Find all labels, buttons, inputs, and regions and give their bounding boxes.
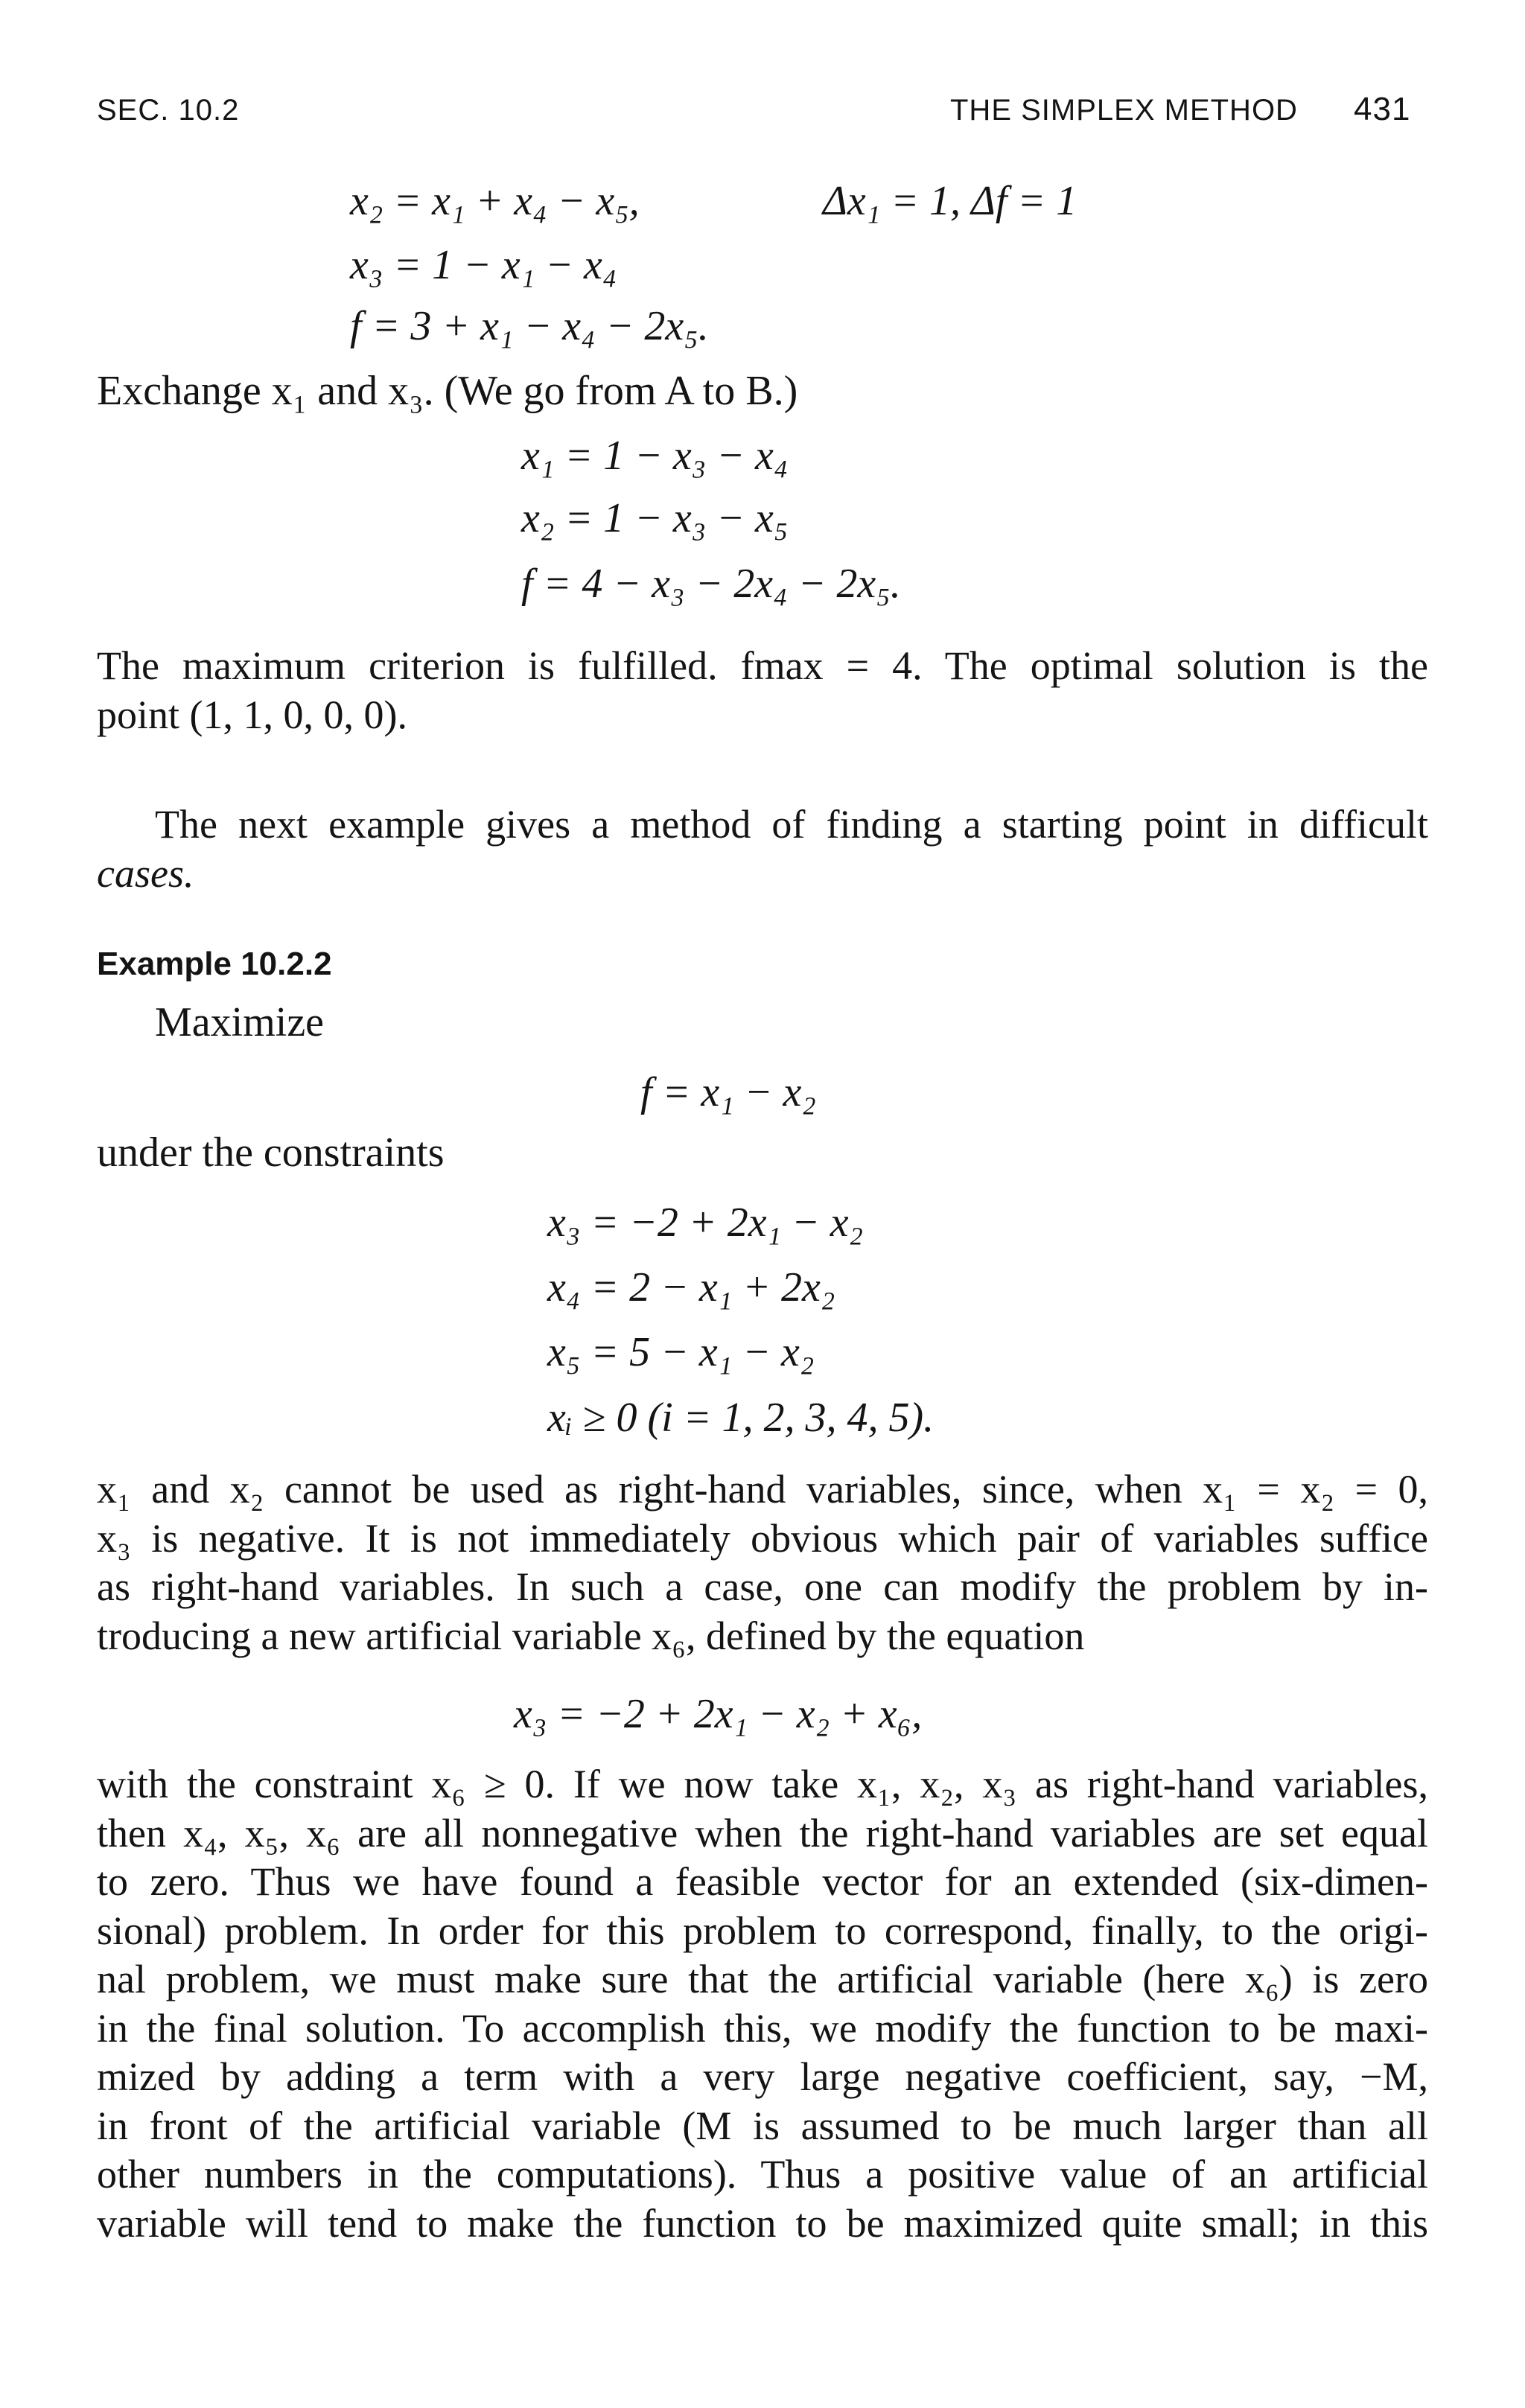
next-example-line-1: The next example gives a method of finding a starting point in difficult [155,802,1428,847]
p2-line-5: nal problem, we must make sure that the artificial variable (here x₆) is zero [97,1957,1428,2001]
maximize-label: Maximize [155,999,325,1045]
p1-line-4: troducing a new artificial variable x₆, defined by the equation [97,1613,1085,1658]
page-number: 431 [1354,91,1411,127]
p2-line-9: other numbers in the computations). Thus a positive value of an artificial [97,2152,1428,2197]
running-title: THE SIMPLEX METHOD [950,94,1298,127]
p2-line-7: mized by adding a term with a very large negative coefficient, say, −M, [97,2054,1428,2099]
constraint-nonneg: xᵢ ≥ 0 (i = 1, 2, 3, 4, 5). [547,1395,935,1441]
constraint-x4: x₄ = 2 − x₁ + 2x₂ [547,1264,835,1310]
constraint-x3: x₃ = −2 + 2x₁ − x₂ [547,1200,864,1246]
p2-line-6: in the final solution. To accomplish this, we modify the function to be maxi- [97,2005,1428,2051]
equation-f-new: f = 4 − x₃ − 2x₄ − 2x₅. [521,561,901,607]
constraint-x5: x₅ = 5 − x₁ − x₂ [547,1329,815,1375]
next-example-paragraph [97,800,1428,898]
exchange-sentence: Exchange x₁ and x₃. (We go from A to B.) [97,368,798,414]
optimal-line-2: point (1, 1, 0, 0, 0). [97,692,407,737]
example-heading: Example 10.2.2 [97,946,332,982]
explanation-paragraph-1 [97,1465,1428,1660]
p2-line-4: sional) problem. In order for this problem to correspond, finally, to the origi- [97,1908,1428,1953]
optimal-line-1: The maximum criterion is fulfilled. fmax = 4. The optimal solution is the [97,643,1428,688]
equation-delta: Δx₁ = 1, Δf = 1 [823,178,1077,224]
constraints-label: under the constraints [97,1130,445,1176]
explanation-paragraph-2 [97,1760,1428,2248]
artificial-equation: x₃ = −2 + 2x₁ − x₂ + x₆, [514,1691,923,1737]
p1-line-1: x₁ and x₂ cannot be used as right-hand variables, since, when x₁ = x₂ = 0, [97,1467,1428,1512]
optimal-paragraph [97,642,1428,739]
p2-line-3: to zero. Thus we have found a feasible vector for an extended (six-dimen- [97,1859,1428,1904]
objective-function: f = x₁ − x₂ [640,1069,816,1115]
p2-line-2: then x₄, x₅, x₆ are all nonnegative when the right-hand variables are set equal [97,1810,1428,1856]
p2-line-8: in front of the artificial variable (M is assumed to be much larger than all [97,2103,1428,2148]
p2-line-10: variable will tend to make the function to be maximized quite small; in this [97,2200,1428,2246]
equation-x3: x₃ = 1 − x₁ − x₄ [350,242,617,288]
equation-x2-new: x₂ = 1 − x₃ − x₅ [521,495,789,541]
equation-f: f = 3 + x₁ − x₄ − 2x₅. [350,303,709,349]
p1-line-3: as right-hand variables. In such a case, one can modify the problem by in- [97,1564,1428,1609]
equation-x1-new: x₁ = 1 − x₃ − x₄ [521,433,789,479]
section-label: SEC. 10.2 [97,94,240,127]
p1-line-2: x₃ is negative. It is not immediately obvious which pair of variables suffice [97,1515,1428,1561]
next-example-line-2: cases. [97,850,194,896]
equation-x2: x₂ = x₁ + x₄ − x₅, [350,178,640,224]
p2-line-1: with the constraint x₆ ≥ 0. If we now take x₁, x₂, x₃ as right-hand variables, [97,1762,1428,1806]
